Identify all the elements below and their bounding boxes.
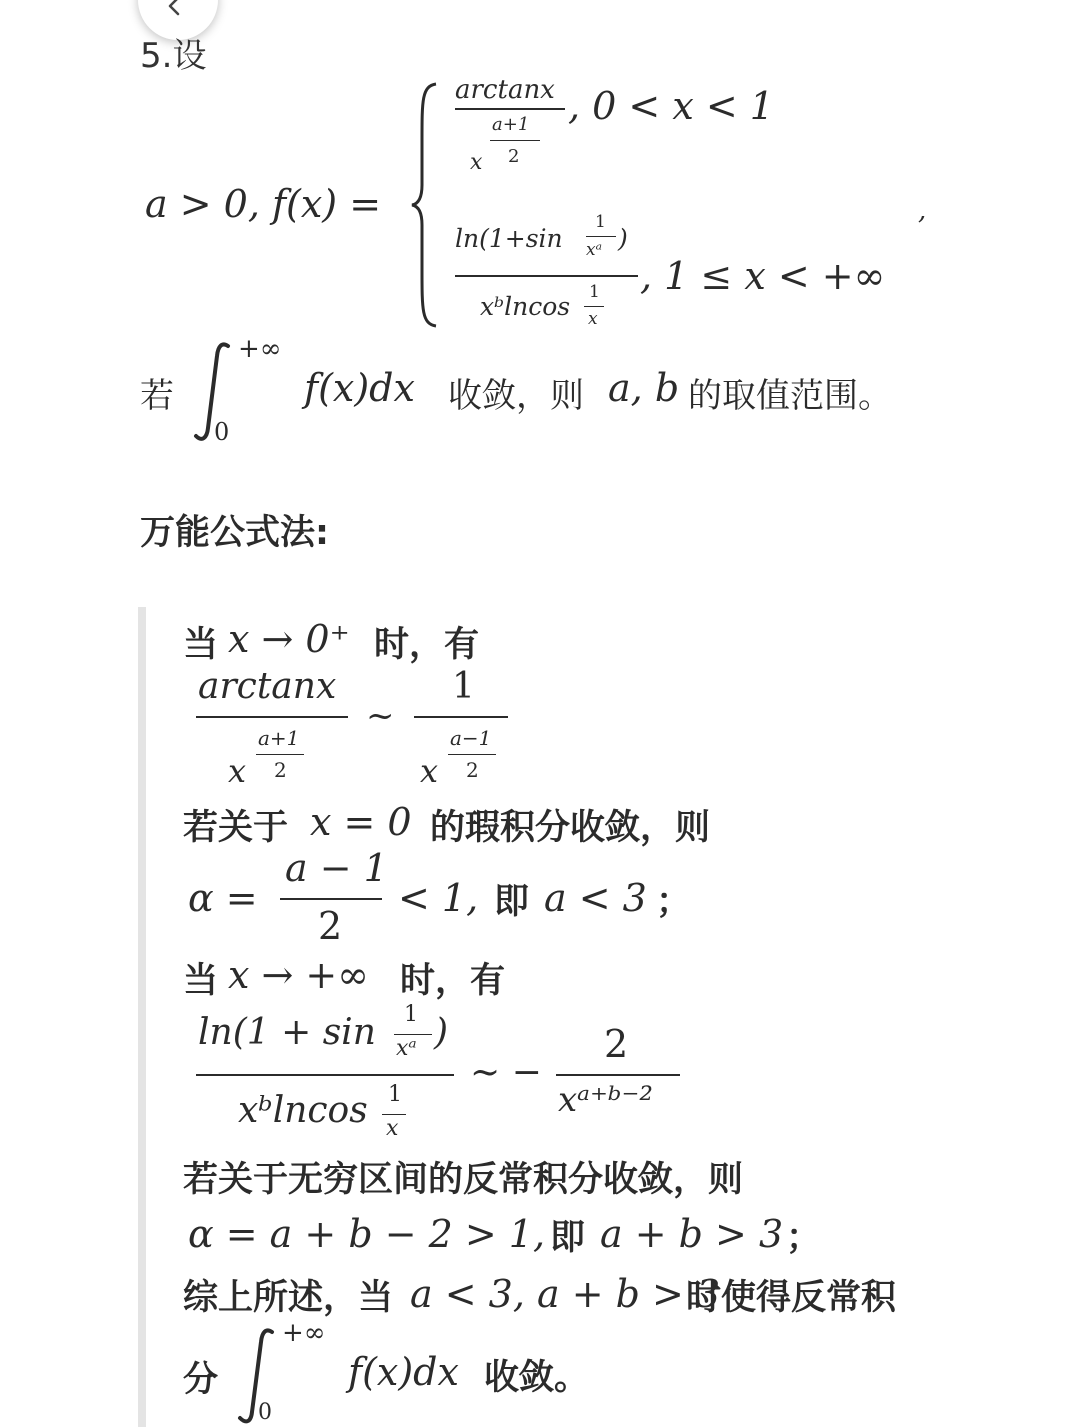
sol-l2-right-exp-den: 2	[466, 758, 479, 782]
sol-l2-right-x: x	[420, 752, 439, 790]
trailing-comma: ,	[918, 196, 927, 226]
section-title: 万能公式法:	[140, 513, 329, 553]
question-vars: a, b	[608, 366, 680, 410]
sol-l8-math: α = a + b − 2 > 1,	[188, 1212, 546, 1256]
sol-l5-limit: x → +∞	[228, 953, 369, 997]
question-mid: 收敛，则	[448, 376, 584, 416]
case2-num-frac-den: xᵃ	[586, 240, 602, 260]
sol-l4-ji: 即	[494, 882, 530, 922]
sol-l2-left-bar	[196, 716, 348, 718]
case2-den-frac-bar	[584, 306, 604, 307]
chevron-left-icon	[162, 0, 186, 20]
sol-l1-when: 当	[183, 625, 219, 665]
case2-numerator: ln(1+sin	[455, 224, 563, 253]
sol-l9-post: 时使得反常积	[686, 1278, 897, 1318]
sol-l3-pre: 若关于	[183, 808, 289, 848]
sol-l10-lower: 0	[258, 1400, 272, 1425]
sol-l6-num: ln(1 + sin	[198, 1012, 376, 1053]
sol-l10-upper: +∞	[282, 1318, 326, 1348]
sol-l3-math: x = 0	[310, 800, 412, 844]
sol-l6-num-frac-num: 1	[404, 1002, 418, 1027]
case2-num-frac-bar	[586, 236, 616, 237]
sol-l2-left-exp-num: a+1	[258, 726, 300, 750]
case1-exp-bar	[490, 140, 540, 141]
integrand: f(x)dx	[304, 366, 415, 410]
sol-l6-den-frac-den: x	[386, 1116, 399, 1141]
case2-fraction-bar	[455, 275, 638, 277]
sol-l1-limit: x → 0⁺	[228, 617, 350, 661]
sol-l5-tail: 时，有	[400, 961, 506, 1001]
sol-l6-sim: ~ −	[470, 1052, 542, 1093]
case1-condition: , 0 < x < 1	[568, 84, 774, 128]
sol-l2-left-x: x	[228, 752, 247, 790]
sol-l5-when: 当	[183, 961, 219, 1001]
sol-l2-right-bar	[414, 716, 508, 718]
case2-den-frac-num: 1	[589, 282, 600, 302]
sol-l4-num: a − 1	[285, 846, 388, 890]
sol-l6-num-frac-den: xᵃ	[396, 1036, 417, 1061]
sol-l4-alpha: α =	[188, 876, 258, 920]
sol-l1-tail: 时，有	[374, 625, 480, 665]
case2-den-frac-den: x	[588, 309, 598, 329]
case1-numerator: arctanx	[455, 75, 555, 105]
sol-l2-left-num: arctanx	[198, 666, 337, 707]
sol-l6-den: xᵇlncos	[238, 1090, 368, 1131]
sol-l2-sim: ~	[366, 696, 395, 736]
sol-l8-ji: 即	[550, 1218, 586, 1258]
sol-l2-right-exp-num: a−1	[450, 726, 492, 750]
sol-l2-left-exp-bar	[256, 754, 304, 755]
sol-l10-pre: 分	[183, 1360, 219, 1400]
problem-number: 5.设	[140, 36, 207, 76]
sol-l2-right-num: 1	[452, 666, 475, 707]
left-brace-icon	[410, 80, 440, 330]
sol-l6-bar	[196, 1074, 454, 1076]
case1-exp-numerator: a+1	[492, 114, 530, 135]
sol-l3-post: 的瑕积分收敛，则	[430, 808, 711, 848]
sol-l10-integrand: f(x)dx	[348, 1350, 459, 1394]
sol-l9-pre: 综上所述，当	[183, 1278, 394, 1318]
integral-lower-limit: 0	[214, 418, 230, 446]
case2-condition: , 1 ≤ x < +∞	[640, 254, 886, 298]
integral-sign-icon	[188, 340, 238, 444]
sol-l6-den-frac-bar	[382, 1114, 406, 1115]
sol-l4-bar	[280, 898, 382, 900]
sol-l2-right-exp-bar	[448, 754, 496, 755]
sol-l8-res: a + b > 3	[600, 1212, 784, 1256]
sol-l9-math: a < 3, a + b > 3	[410, 1272, 721, 1316]
sol-l2-left-exp-den: 2	[274, 758, 287, 782]
question-prefix: 若	[140, 376, 174, 416]
integral-upper-limit: +∞	[238, 334, 282, 364]
case2-num-close: )	[618, 224, 628, 253]
solution-integral-sign-icon	[232, 1326, 282, 1426]
case1-denominator-x: x	[470, 150, 483, 175]
sol-l4-semicolon: ；	[656, 882, 692, 922]
sol-l6-right-num: 2	[604, 1022, 629, 1066]
sol-l6-right-den: xᵃ⁺ᵇ⁻²	[558, 1080, 654, 1120]
case1-exp-denominator: 2	[508, 146, 520, 167]
function-lhs: a > 0, f(x) =	[145, 182, 382, 226]
blockquote-bar	[138, 607, 146, 1427]
sol-l6-right-bar	[556, 1074, 680, 1076]
case2-denominator: xᵇlncos	[480, 292, 571, 321]
sol-l4-den: 2	[318, 904, 343, 948]
sol-l6-num-frac-bar	[394, 1034, 432, 1035]
sol-l10-post: 收敛。	[484, 1358, 590, 1398]
sol-l8-semicolon: ；	[786, 1218, 822, 1258]
case2-num-frac-num: 1	[595, 212, 606, 232]
sol-l4-rel: < 1,	[398, 876, 479, 920]
question-suffix: 的取值范围。	[688, 376, 892, 416]
case1-fraction-bar	[455, 108, 565, 110]
sol-l4-res: a < 3	[544, 876, 647, 920]
sol-l6-num-close: )	[434, 1012, 449, 1053]
sol-l6-den-frac-num: 1	[388, 1082, 402, 1107]
sol-l7: 若关于无穷区间的反常积分收敛，则	[183, 1160, 744, 1200]
